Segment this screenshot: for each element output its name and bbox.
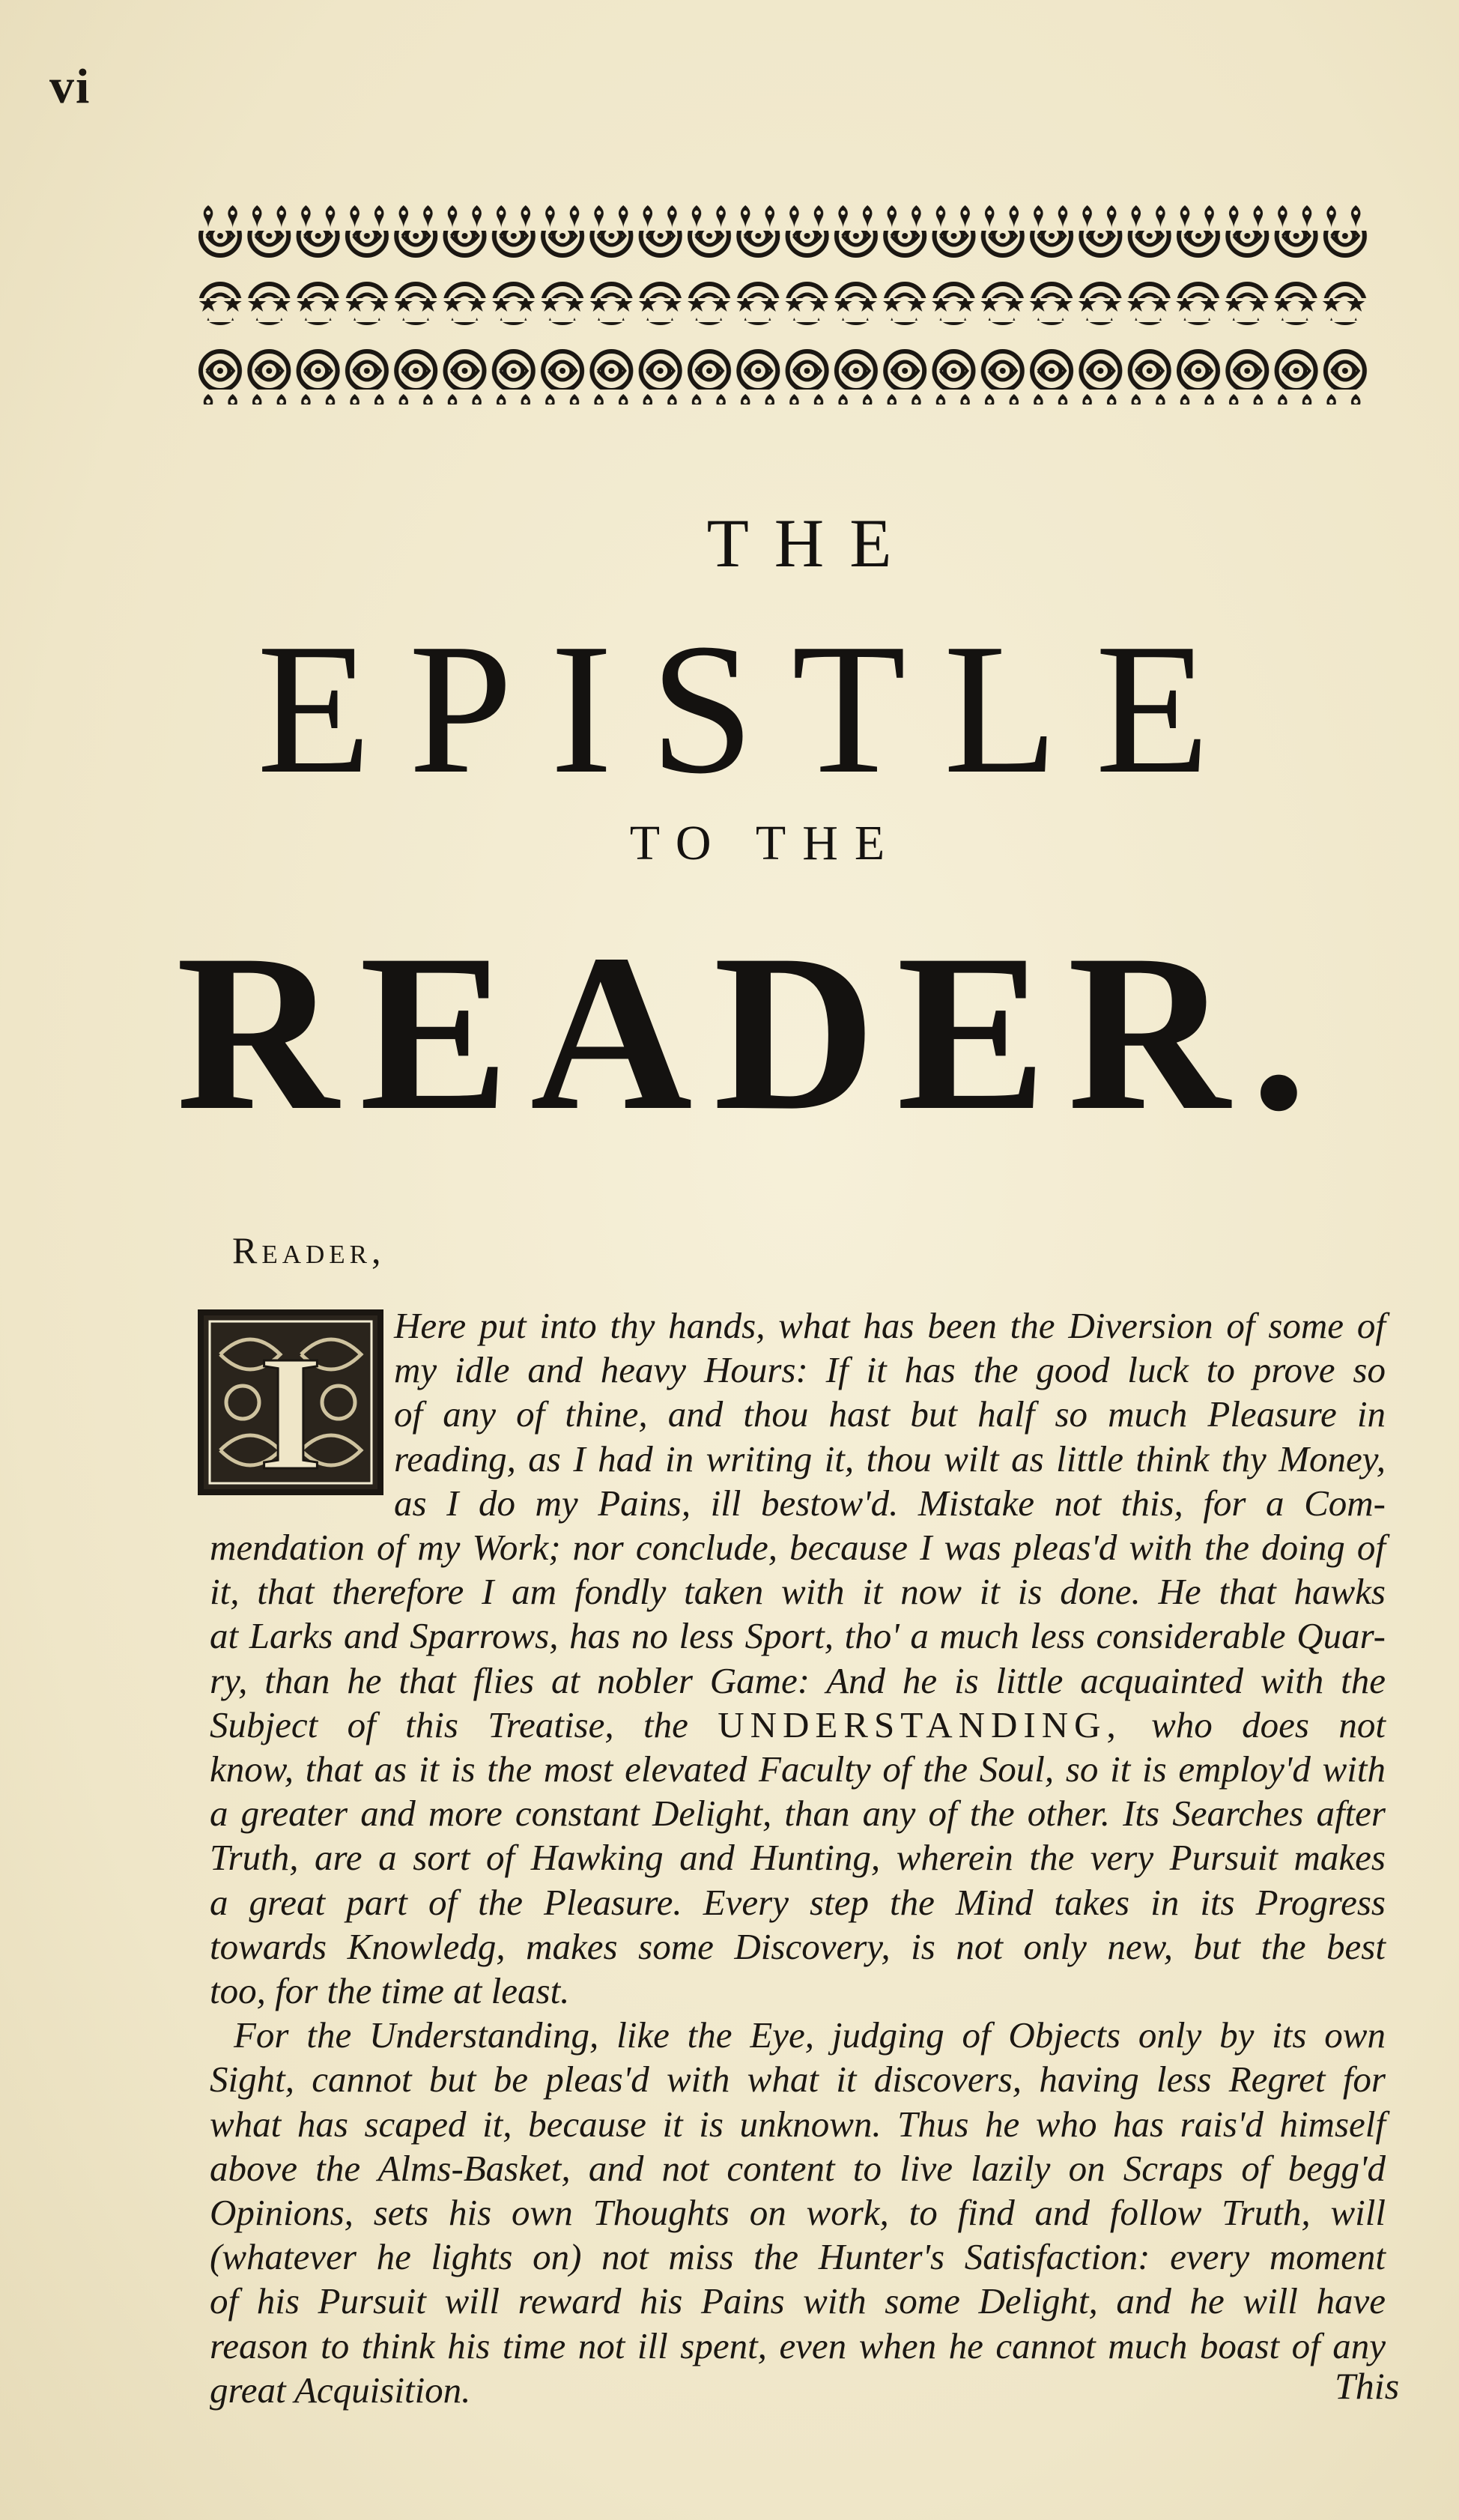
text-line: Here put into thy hands, what has been the Diversion of some of: [394, 1305, 1386, 1346]
title-to-the: TO THE: [629, 816, 902, 870]
text-segment: who does not: [1151, 1703, 1386, 1745]
epistle-body: [210, 1303, 1386, 2412]
text-line: what has scaped it, because it is unknown. Thus he who has rais'd himself: [210, 2103, 1386, 2145]
text-line: [210, 1703, 1386, 1747]
text-line: a greater and more constant Delight, than any of the other. Its Searches after: [210, 1793, 1386, 1835]
text-line: mendation of my Work; nor conclude, because I was pleas'd with the doing of: [210, 1527, 1386, 1569]
text-segment: Subject of this Treatise, the: [210, 1703, 688, 1745]
text-line: Opinions, sets his own Thoughts on work, to find and follow Truth, will: [210, 2192, 1386, 2234]
text-line: Truth, are a sort of Hawking and Hunting, wherein the very Pursuit makes: [210, 1837, 1386, 1879]
text-line: of any of thine, and thou hast but half so much Pleasure in: [394, 1393, 1386, 1435]
text-line: For the Understanding, like the Eye, judging of Objects only by its own: [234, 2014, 1386, 2056]
text-line: too, for the time at least.: [210, 1970, 570, 2012]
text-line: above the Alms-Basket, and not content to live lazily on Scraps of begg'd: [210, 2147, 1386, 2189]
text-line: know, that as it is the most elevated Faculty of the Soul, so it is employ'd with: [210, 1748, 1386, 1790]
text-line: as I do my Pains, ill bestow'd. Mistake not this, for a Com-: [394, 1482, 1386, 1524]
text-line: it, that therefore I am fondly taken with it now it is done. He that hawks: [210, 1571, 1386, 1613]
text-line: a great part of the Pleasure. Every step the Mind takes in its Progress: [210, 1881, 1386, 1923]
text-line: reason to think his time not ill spent, even when he cannot much boast of any: [210, 2324, 1386, 2366]
understanding-word: UNDERSTANDING,: [718, 1703, 1122, 1745]
title-the: THE: [706, 505, 917, 581]
text-line: towards Knowledg, makes some Discovery, is not only new, but the best: [210, 1925, 1386, 1967]
page-number: vi: [49, 59, 91, 114]
salutation: Reader,: [232, 1229, 386, 1271]
text-line: great Acquisition.: [210, 2369, 471, 2411]
title-reader: READER.: [176, 908, 1328, 1157]
text-line: my idle and heavy Hours: If it has the good luck to prove so: [394, 1349, 1386, 1391]
text-line: reading, as I had in writing it, thou wilt as little think thy Money,: [394, 1438, 1386, 1479]
decorative-headpiece: [196, 202, 1371, 405]
text-line: of his Pursuit will reward his Pains with some Delight, and he will have: [210, 2280, 1386, 2322]
text-line: ry, than he that flies at nobler Game: And he is little acquainted with the: [210, 1659, 1386, 1701]
text-line: at Larks and Sparrows, has no less Sport, tho' a much less considerable Quar-: [210, 1615, 1386, 1657]
text-line: (whatever he lights on) not miss the Hunter's Satisfaction: every moment: [210, 2236, 1386, 2278]
catchword: This: [1335, 2365, 1400, 2407]
title-epistle: EPISTLE: [256, 605, 1248, 813]
drop-cap-letter: I: [258, 1321, 323, 1495]
text-line: Sight, cannot but be pleas'd with what it discovers, having less Regret for: [210, 2059, 1386, 2100]
